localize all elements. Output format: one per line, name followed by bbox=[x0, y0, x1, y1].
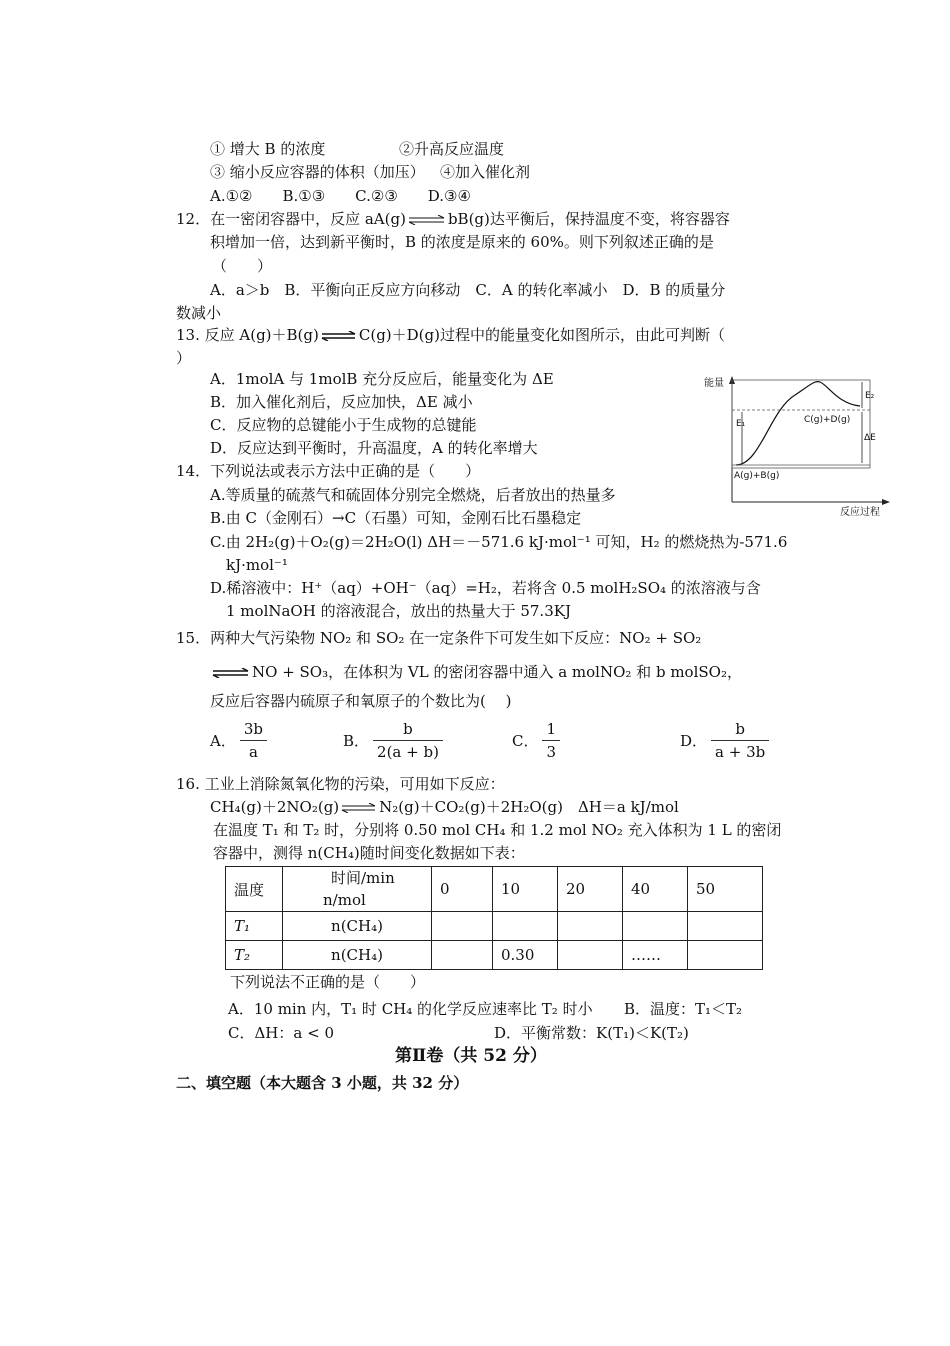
q13-option-b: B．加入催化剂后，反应加快，ΔE 减小 bbox=[210, 393, 473, 411]
fraction-a bbox=[240, 718, 267, 763]
fraction-c bbox=[542, 718, 560, 763]
fraction-b bbox=[373, 718, 443, 763]
q16-eq-right: N₂(g)＋CO₂(g)＋2H₂O(g) ΔH＝a kJ/mol bbox=[379, 798, 679, 816]
q11-option-4: ④加入催化剂 bbox=[440, 163, 531, 181]
fraction-a-denominator: a bbox=[248, 743, 258, 761]
q15-option-c-label: C． bbox=[512, 732, 539, 750]
table-cell bbox=[558, 941, 623, 970]
table-header-time-n bbox=[283, 867, 432, 912]
table-cell bbox=[432, 941, 493, 970]
q16-eq-left: CH₄(g)＋2NO₂(g) bbox=[210, 798, 340, 816]
table-cell-n: n(CH₄) bbox=[283, 941, 432, 970]
q15-option-a bbox=[210, 718, 271, 763]
q14-option-c1: C.由 2H₂(g)＋O₂(g)＝2H₂O(l) ΔH＝－571.6 kJ·mol⁻¹ 可知，H₂ 的燃烧热为-571.6 bbox=[210, 533, 788, 551]
q15-option-a-label: A． bbox=[210, 732, 236, 750]
q14-option-d2: 1 molNaOH 的溶液混合，放出的热量大于 57.3KJ bbox=[226, 602, 571, 620]
equilibrium-arrow-icon bbox=[408, 215, 446, 225]
q13-option-c: C．反应物的总键能小于生成物的总键能 bbox=[210, 416, 477, 434]
fraction-d-denominator: a + 3b bbox=[715, 743, 766, 761]
energy-axis-label: 能量 bbox=[704, 378, 724, 389]
fraction-a-numerator: 3b bbox=[240, 718, 267, 741]
table-cell bbox=[493, 912, 558, 941]
table-header-row bbox=[226, 867, 763, 912]
q15-option-b bbox=[343, 718, 447, 763]
q11-option-1: ① 增大 B 的浓度 bbox=[210, 140, 326, 158]
table-cell bbox=[558, 912, 623, 941]
q13-option-a: A．1molA 与 1molB 充分反应后，能量变化为 ΔE bbox=[210, 370, 554, 388]
q13-line1-end: C(g)＋D(g)过程中的能量变化如图所示，由此可判断（ bbox=[358, 326, 725, 344]
table-cell-temp: T₂ bbox=[226, 941, 283, 970]
products-label: C(g)+D(g) bbox=[804, 415, 851, 425]
q13-option-d: D．反应达到平衡时，升高温度，A 的转化率增大 bbox=[210, 439, 538, 457]
q11-option-2: ②升高反应温度 bbox=[399, 140, 505, 158]
q13-line2: ） bbox=[176, 349, 192, 367]
q12-line1 bbox=[176, 209, 730, 229]
q15-line2-text: NO + SO₃，在体积为 VL 的密闭容器中通入 a molNO₂ 和 b molSO₂， bbox=[252, 663, 742, 681]
table-row bbox=[226, 912, 763, 941]
q16-option-c: C．ΔH：a < 0 bbox=[228, 1024, 334, 1042]
q16-line1: 16. 工业上消除氮氧化物的污染，可用如下反应： bbox=[176, 775, 505, 793]
q11-answers: A.①② B.①③ C.②③ D.③④ bbox=[210, 187, 471, 205]
table-header-col: 50 bbox=[688, 867, 763, 912]
q11-option-3: ③ 缩小反应容器的体积（加压） bbox=[210, 163, 425, 181]
q15-option-d-label: D． bbox=[680, 732, 708, 750]
equilibrium-arrow-icon bbox=[341, 803, 377, 813]
q13-line1-start: 13. 反应 A(g)＋B(g) bbox=[176, 326, 319, 344]
table-row bbox=[226, 941, 763, 970]
q12-line3: （ ） bbox=[212, 257, 273, 275]
energy-diagram bbox=[700, 370, 892, 520]
fraction-d-numerator: b bbox=[711, 718, 769, 741]
q15-option-c bbox=[512, 718, 564, 763]
q13-line1 bbox=[176, 325, 725, 345]
fraction-b-numerator: b bbox=[373, 718, 443, 741]
e2-label: E₂ bbox=[865, 391, 875, 401]
q14-option-d1: D.稀溶液中：H⁺（aq）+OH⁻（aq）=H₂，若将含 0.5 molH₂SO₄ 的浓溶液与含 bbox=[210, 579, 761, 597]
table-header-col: 20 bbox=[558, 867, 623, 912]
table-cell bbox=[623, 912, 688, 941]
part2-title: 第Ⅱ卷（共 52 分） bbox=[395, 1046, 547, 1066]
fraction-b-denominator: 2(a + b) bbox=[377, 743, 439, 761]
e1-label: E₁ bbox=[736, 419, 746, 429]
q15-line1: 15．两种大气污染物 NO₂ 和 SO₂ 在一定条件下可发生如下反应：NO₂ + SO₂ bbox=[176, 629, 702, 647]
q16-line5: 下列说法不正确的是（ ） bbox=[230, 973, 426, 991]
fraction-d bbox=[711, 718, 769, 763]
q12-line1-start: 12．在一密闭容器中，反应 aA(g) bbox=[176, 210, 406, 228]
q16-line3: 在温度 T₁ 和 T₂ 时，分别将 0.50 mol CH₄ 和 1.2 mol NO₂ 充入体积为 1 L 的密闭 bbox=[213, 821, 782, 839]
table-cell: 0.30 bbox=[493, 941, 558, 970]
q16-option-b: B．温度：T₁＜T₂ bbox=[624, 1000, 743, 1018]
table-header-col: 40 bbox=[623, 867, 688, 912]
table-cell bbox=[688, 941, 763, 970]
delta-e-label: ΔE bbox=[864, 433, 876, 443]
table-header-col: 0 bbox=[432, 867, 493, 912]
equilibrium-arrow-icon bbox=[321, 331, 357, 341]
table-cell-temp: T₁ bbox=[226, 912, 283, 941]
q12-options: A．a＞b B．平衡向正反应方向移动 C．A 的转化率减小 D．B 的质量分 bbox=[210, 281, 726, 299]
q16-option-d: D．平衡常数：K(T₁)＜K(T₂) bbox=[494, 1024, 689, 1042]
q15-line2 bbox=[210, 662, 742, 682]
table-header-n: n/mol bbox=[323, 891, 366, 909]
q12-line2: 积增加一倍，达到新平衡时，B 的浓度是原来的 60%。则下列叙述正确的是 bbox=[210, 233, 714, 251]
equilibrium-arrow-icon bbox=[212, 668, 250, 678]
q14-option-b: B.由 C（金刚石）→C（石墨）可知，金刚石比石墨稳定 bbox=[210, 509, 582, 527]
table-header-time: 时间/min bbox=[331, 869, 395, 887]
q16-line4: 容器中，测得 n(CH₄)随时间变化数据如下表： bbox=[213, 844, 525, 862]
table-header-col: 10 bbox=[493, 867, 558, 912]
table-cell bbox=[432, 912, 493, 941]
table-header-temp: 温度 bbox=[226, 867, 283, 912]
table-cell bbox=[688, 912, 763, 941]
q16-equation bbox=[210, 797, 679, 817]
section-heading: 二、填空题（本大题含 3 小题，共 32 分） bbox=[176, 1074, 469, 1092]
table-cell-n: n(CH₄) bbox=[283, 912, 432, 941]
q12-line5: 数减小 bbox=[176, 304, 222, 322]
q15-option-b-label: B． bbox=[343, 732, 370, 750]
q15-option-d bbox=[680, 718, 773, 763]
fraction-c-numerator: 1 bbox=[542, 718, 560, 741]
q16-data-table bbox=[225, 866, 763, 970]
reactants-label: A(g)+B(g) bbox=[734, 471, 780, 481]
q14-line1: 14．下列说法或表示方法中正确的是（ ） bbox=[176, 462, 481, 480]
q14-option-c2: kJ·mol⁻¹ bbox=[226, 556, 288, 574]
fraction-c-denominator: 3 bbox=[546, 743, 557, 761]
q12-line1-end: bB(g)达平衡后，保持温度不变，将容器容 bbox=[447, 210, 730, 228]
q16-option-a: A．10 min 内，T₁ 时 CH₄ 的化学反应速率比 T₂ 时小 bbox=[228, 1000, 593, 1018]
table-cell: …… bbox=[623, 941, 688, 970]
process-axis-label: 反应过程 bbox=[840, 507, 880, 518]
q14-option-a: A.等质量的硫蒸气和硫固体分别完全燃烧，后者放出的热量多 bbox=[210, 486, 616, 504]
q15-line3: 反应后容器内硫原子和氧原子的个数比为( ) bbox=[210, 692, 512, 710]
